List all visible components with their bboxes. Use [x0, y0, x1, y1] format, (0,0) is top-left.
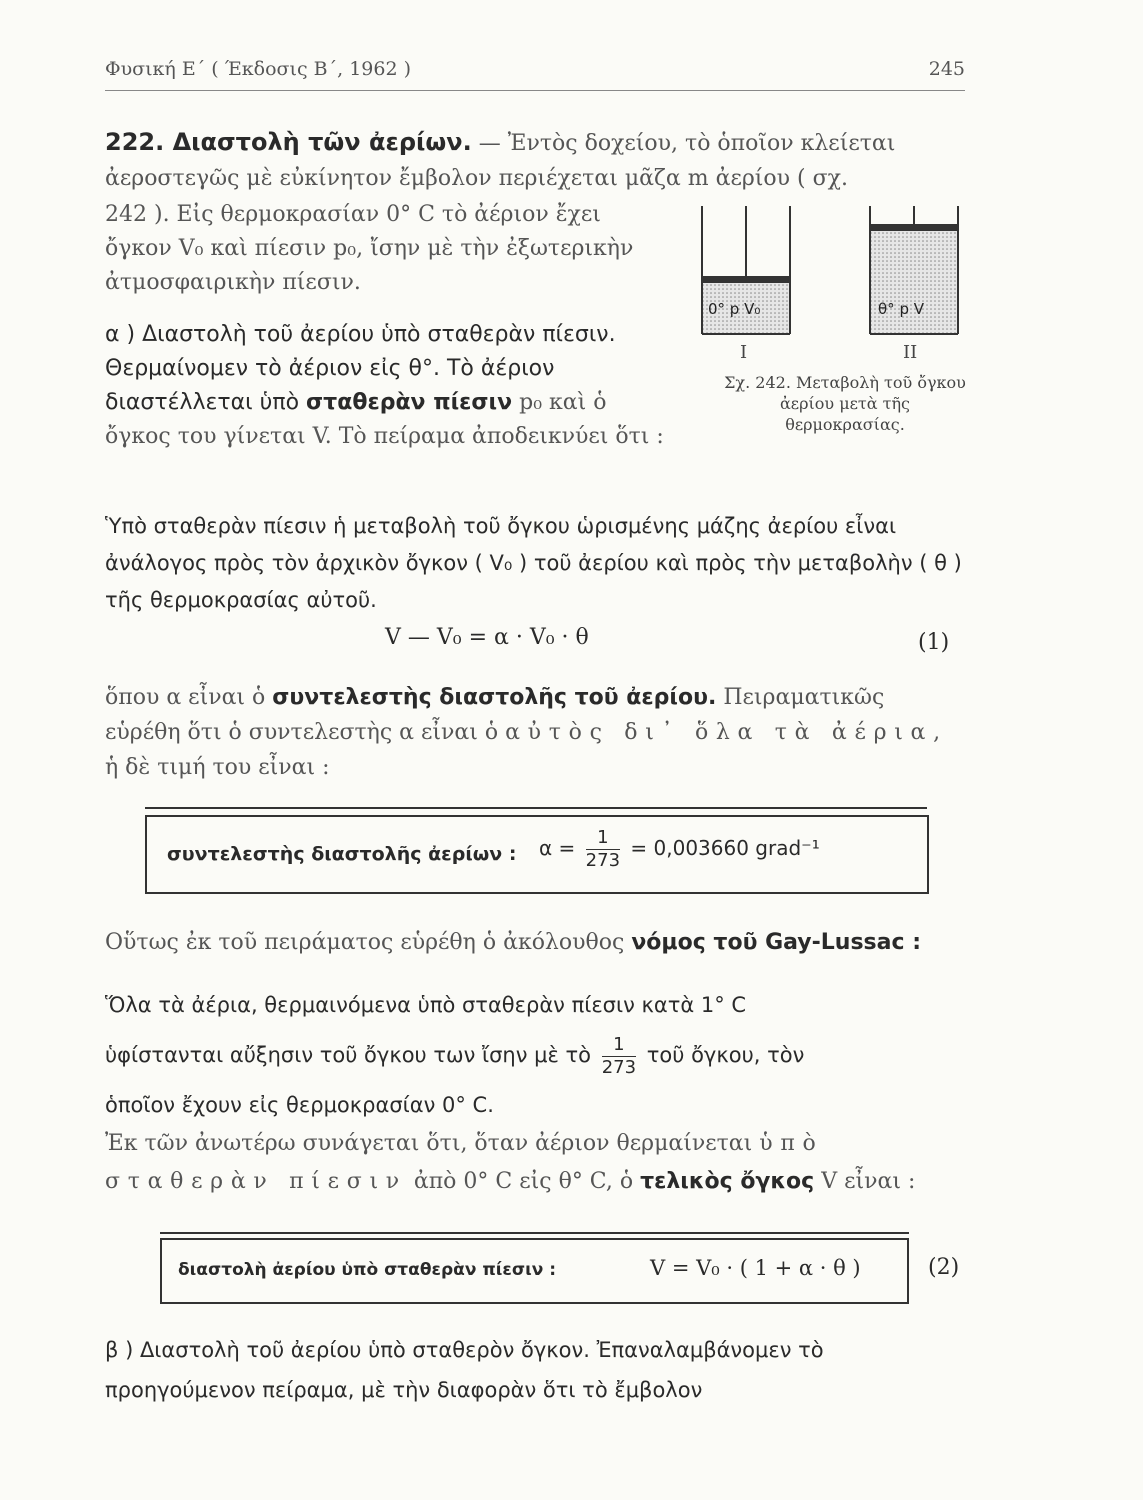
cylinders-diagram: [690, 196, 970, 366]
coef-bold: συντελεστὴς διαστολῆς τοῦ ἀερίου.: [272, 685, 717, 710]
gas-label-I: 0° p V₀: [708, 300, 761, 318]
law2-fraction: [602, 1034, 636, 1079]
conclusion-mid: ἀπὸ 0° C εἰς θ° C, ὁ: [413, 1169, 634, 1194]
part-a-heading: α ) Διαστολὴ τοῦ ἀερίου ὑπὸ σταθερὰν: [105, 322, 536, 347]
conclusion-end: V εἶναι :: [821, 1169, 916, 1194]
box2-top-rule: [160, 1232, 909, 1234]
law2-line1: Ὅλα τὰ ἀέρια, θερμαινόμενα ὑπὸ σταθερὰν πίεσιν κατὰ 1° C: [105, 993, 747, 1017]
part-a-text1: πίεσιν. Θερμαίνομεν τὸ ἀέριον εἰς θ°. Τὸ ἀέριον διαστέλλεται ὑπὸ: [105, 322, 616, 415]
coef-pre: ὅπου α εἶναι ὁ: [105, 685, 266, 710]
coefficient-value: = 0,003660 grad⁻¹: [630, 836, 820, 860]
conclusion-paragraph: [105, 1125, 965, 1201]
part-b-paragraph: β ) Διαστολὴ τοῦ ἀερίου ὑπὸ σταθερὸν ὄγκον. Ἐπαναλαμβάνομεν τὸ προηγούμενον πείραμα, μὲ τὴν διαφορὰν ὅτι τὸ ἔμβολον: [105, 1338, 824, 1402]
box1-top-rule: [145, 807, 927, 809]
label-II: II: [903, 342, 918, 363]
coef-spaced: αὐτὸς δι᾽ ὅλα τὰ ἀέρια,: [505, 720, 948, 745]
part-a-bold: σταθερὰν πίεσιν: [306, 390, 513, 415]
section-intro-cont: 242 ). Εἰς θερμοκρασίαν 0° C τὸ ἀέριον ἔχει ὄγκον V₀ καὶ πίεσιν p₀, ἴσην μὲ τὴν ἐξωτερικὴν ἀτμοσφαιρικὴν πίεσιν.: [105, 202, 634, 295]
label-I: I: [740, 342, 748, 363]
law-statement: Ὑπὸ σταθερὰν πίεσιν ἡ μεταβολὴ τοῦ ὄγκου ὡρισμένης μάζης ἀερίου εἶναι ἀνάλογος πρὸς τὸν ἀρχικὸν ὄγκον ( V₀ ) τοῦ ἀερίου καὶ πρὸς τὴν μεταβολὴν ( θ ) τῆς θερμοκρασίας αὐτοῦ.: [105, 514, 962, 612]
law2-line2b: τοῦ ὄγκου, τὸν: [646, 1043, 805, 1067]
expansion-box-equation: V = V₀ · ( 1 + α · θ ): [650, 1256, 861, 1280]
coefficient-box: [145, 815, 929, 894]
fraction-denominator: 273: [585, 850, 621, 871]
equation-1: V — V₀ = α · V₀ · θ: [385, 625, 589, 650]
part-a-text2: p₀ καὶ ὁ ὄγκος του γίνεται V. Τὸ πείραμα ἀποδεικνύει ὅτι :: [105, 390, 664, 449]
coefficient-paragraph: [105, 680, 965, 785]
header-rule: [105, 90, 965, 91]
equation-2-number: (2): [928, 1255, 960, 1280]
alpha-symbol: α =: [539, 836, 576, 860]
law2-line3: ὁποῖον ἔχουν εἰς θερμοκρασίαν 0° C.: [105, 1093, 494, 1117]
law2-line2a: ὑφίστανται αὔξησιν τοῦ ὄγκου των ἴσην μὲ τὸ: [105, 1043, 592, 1067]
fraction: [586, 827, 620, 872]
figure-242: [690, 196, 970, 466]
conclusion-bold: τελικὸς ὄγκος: [640, 1169, 815, 1194]
expansion-box: [160, 1238, 909, 1304]
equation-1-number: (1): [918, 630, 950, 655]
fraction-numerator: 1: [586, 827, 620, 850]
figure-caption: Σχ. 242. Μεταβολὴ τοῦ ὄγκου ἀερίου μετὰ τῆς θερμοκρασίας.: [724, 373, 966, 434]
part-a-paragraph: [105, 318, 670, 454]
section-intro-text: — Ἐντὸς δοχείου, τὸ ὁποῖον κλείεται ἀεροστεγῶς μὲ εὐκίνητον ἔμβολον περιέχεται μᾶζα m ἀερίου ( σχ.: [105, 131, 896, 191]
gay-lussac-pre: Οὕτως ἐκ τοῦ πειράματος εὑρέθη ὁ ἀκόλουθος: [105, 930, 625, 955]
law2-fraction-numerator: 1: [602, 1034, 636, 1057]
conclusion-spaced: ὑπὸ σταθερὰν πίεσιν: [105, 1131, 824, 1194]
running-header: [105, 48, 965, 88]
gay-lussac-bold: νόμος τοῦ Gay-Lussac :: [631, 930, 921, 955]
law2-line2: [105, 1030, 965, 1080]
coefficient-box-label: συντελεστὴς διαστολῆς ἀερίων :: [167, 843, 517, 865]
law2-fraction-denominator: 273: [601, 1056, 637, 1078]
conclusion-pre: Ἐκ τῶν ἀνωτέρω συνάγεται ὅτι, ὅταν ἀέριον θερμαίνεται: [105, 1131, 753, 1156]
gay-lussac-law: [105, 980, 965, 1130]
header-title: Φυσική Ε΄ ( Έκδοσις Β΄, 1962 ): [105, 58, 412, 80]
coef-post: Πειραματικῶς εὑρέθη ὅτι ὁ συντελεστὴς α εἶναι ὁ: [105, 685, 885, 745]
coefficient-box-equation: [539, 827, 820, 872]
gas-label-II: θ° p V: [878, 300, 924, 318]
expansion-box-label: διαστολὴ ἀερίου ὑπὸ σταθερὰν πίεσιν :: [178, 1260, 557, 1280]
section-title: 222. Διαστολὴ τῶν ἀερίων.: [105, 128, 472, 156]
page-number: 245: [928, 58, 965, 80]
gay-lussac-intro: [105, 925, 965, 960]
section-intro: [105, 125, 965, 196]
coef-end: ἡ δὲ τιμή του εἶναι :: [105, 755, 330, 780]
